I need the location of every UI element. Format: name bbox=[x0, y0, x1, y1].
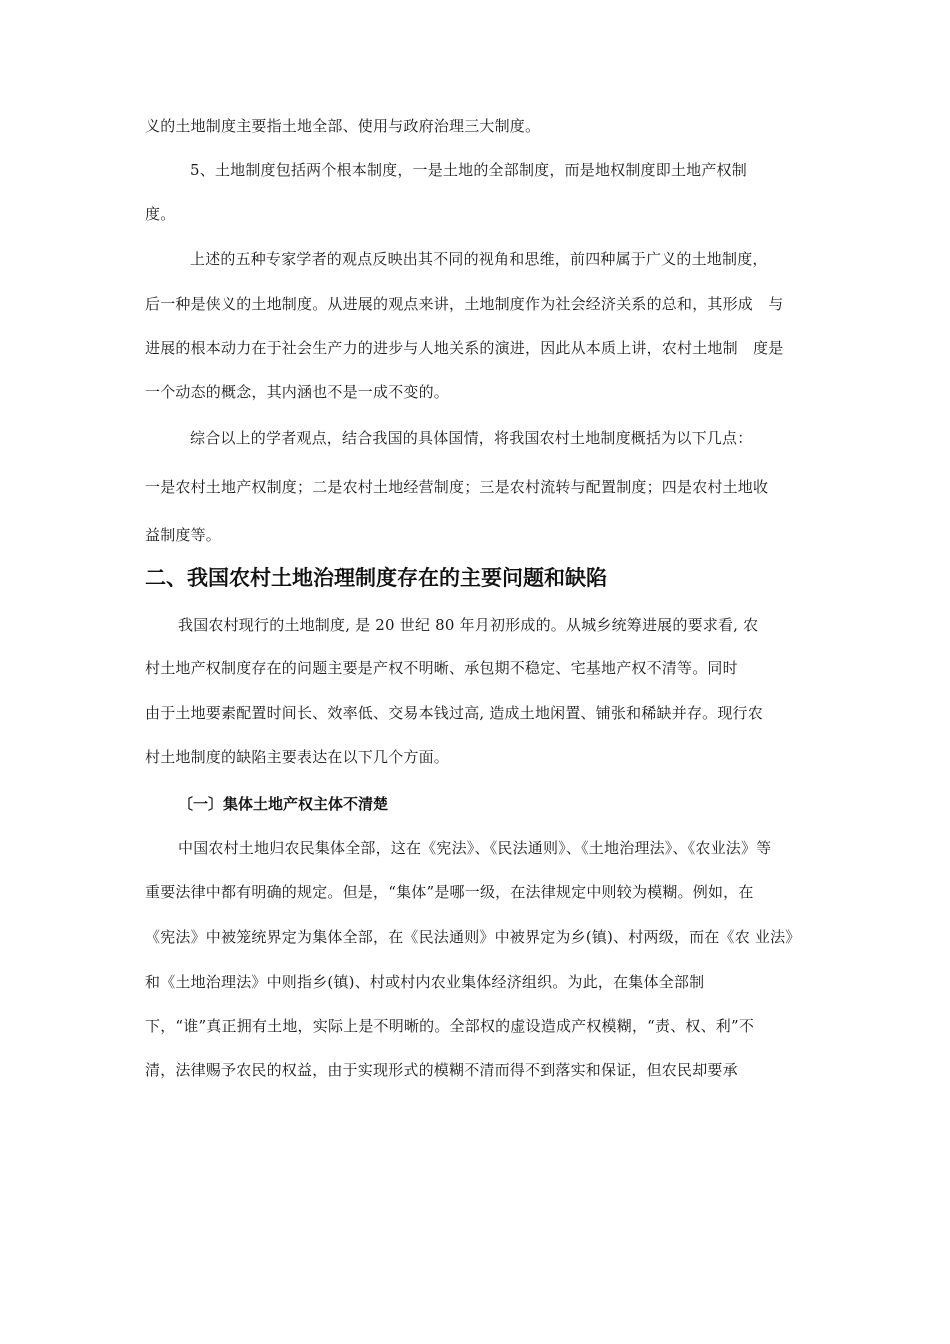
subsection-heading: 〔一〕集体土地产权主体不清楚 bbox=[178, 795, 389, 813]
paragraph-line: 由于土地要素配置时间长、效率低、交易本钱过高, 造成土地闲置、铺张和稀缺并存。现行农 bbox=[145, 704, 763, 722]
paragraph-line: 和《土地治理法》中则指乡(镇)、村或村内农业集体经济组织。为此，在集体全部制 bbox=[145, 973, 705, 991]
paragraph-line: 度。 bbox=[145, 205, 176, 223]
paragraph-line: 后一种是侠义的土地制度。从进展的观点来讲，土地制度作为社会经济关系的总和，其形成 与 bbox=[145, 295, 784, 313]
paragraph-line: 下，“谁”真正拥有土地，实际上是不明晰的。全部权的虚设造成产权模糊，“责、权、利”不 bbox=[145, 1017, 755, 1035]
paragraph-line: 5、土地制度包括两个根本制度，一是土地的全部制度，而是地权制度即土地产权制 bbox=[190, 161, 747, 179]
paragraph-line: 进展的根本动力在于社会生产力的进步与人地关系的演进，因此从本质上讲，农村土地制 度是 bbox=[145, 339, 784, 357]
paragraph-line: 村土地产权制度存在的问题主要是产权不明晰、承包期不稳定、宅基地产权不清等。同时 bbox=[145, 659, 738, 677]
paragraph-line: 综合以上的学者观点，结合我国的具体国情，将我国农村土地制度概括为以下几点： bbox=[190, 429, 753, 447]
paragraph-line: 重要法律中都有明确的规定。但是，“集体”是哪一级，在法律规定中则较为模糊。例如，在 bbox=[145, 883, 754, 901]
paragraph-line: 益制度等。 bbox=[145, 526, 222, 544]
paragraph-line: 义的土地制度主要指土地全部、使用与政府治理三大制度。 bbox=[145, 117, 541, 135]
paragraph-line: 一是农村土地产权制度；二是农村土地经营制度；三是农村流转与配置制度；四是农村土地收 bbox=[145, 478, 769, 496]
paragraph-line: 中国农村土地归农民集体全部，这在《宪法》、《民法通则》、《土地治理法》、《农业法》等 bbox=[178, 839, 772, 857]
paragraph-line: 我国农村现行的土地制度, 是 20 世纪 80 年月初形成的。从城乡统筹进展的要求看, 农 bbox=[178, 616, 759, 634]
paragraph-line: 清，法律赐予农民的权益，由于实现形式的模糊不清而得不到落实和保证，但农民却要承 bbox=[145, 1061, 738, 1079]
paragraph-line: 村土地制度的缺陷主要表达在以下几个方面。 bbox=[145, 748, 450, 766]
paragraph-line: 《宪法》中被笼统界定为集体全部，在《民法通则》中被界定为乡(镇)、村两级，而在《农 业法》 bbox=[145, 928, 801, 946]
paragraph-line: 一个动态的概念，其内涵也不是一成不变的。 bbox=[145, 383, 450, 401]
paragraph-line: 上述的五种专家学者的观点反映出其不同的视角和思维，前四种属于广义的土地制度， bbox=[190, 250, 768, 268]
section-heading: 二、我国农村土地治理制度存在的主要问题和缺陷 bbox=[145, 566, 607, 590]
